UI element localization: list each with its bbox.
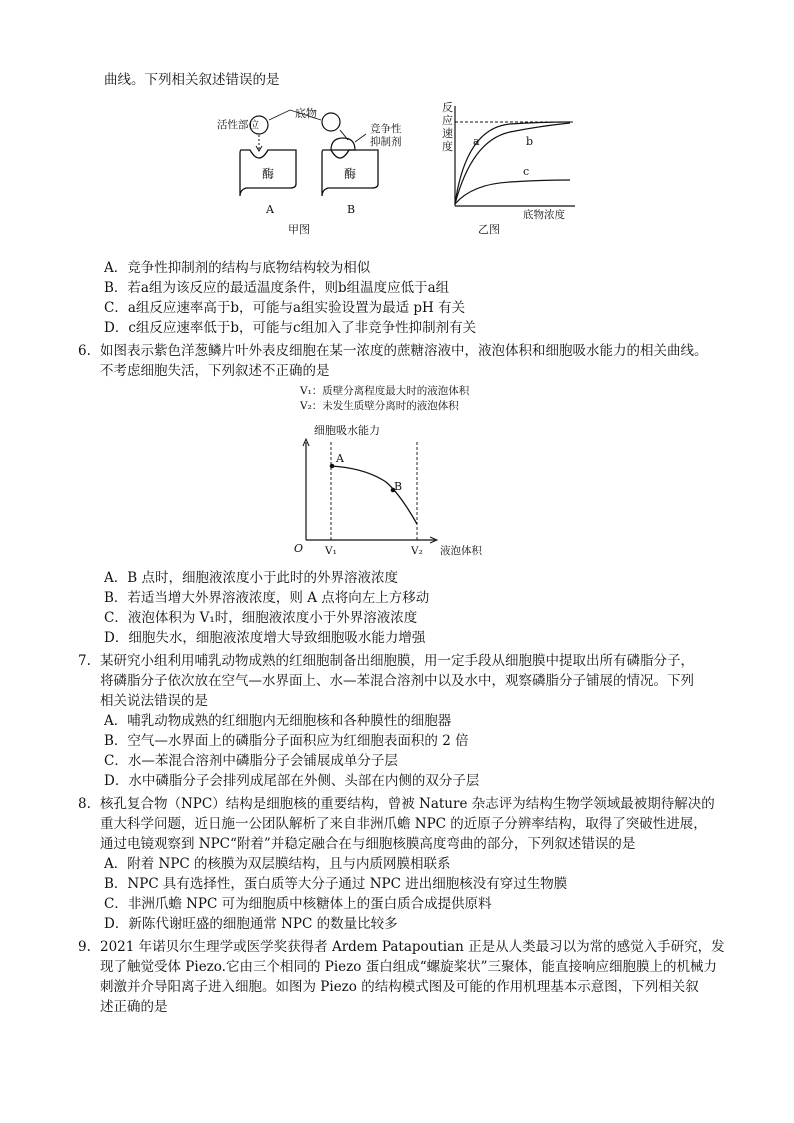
intro-line: 曲线。下列相关叙述错误的是 [104, 72, 280, 88]
q8-stem-2: 重大科学问题，近日施一公团队解析了来自非洲爪蟾 NPC 的近原子分辨率结构，取得了突破性进展， [100, 816, 707, 832]
figure-enzyme [210, 98, 610, 243]
inhibitor-label-2: 抑制剂 [370, 136, 402, 148]
curve-b-label: b [526, 135, 534, 148]
q9-stem-1: 2021 年诺贝尔生理学或医学奖获得者 Ardem Patapoutian 正是从人类最习以为常的感觉入手研究，发 [100, 939, 725, 955]
label-B: B [347, 203, 356, 216]
q8-option-d: D．新陈代谢旺盛的细胞通常 NPC 的数量比较多 [104, 916, 398, 932]
figure-vacuole [290, 382, 510, 562]
y-label-3: 速 [442, 127, 453, 140]
q5-option-d: D．c组反应速率低于b，可能与c组加入了非竞争性抑制剂有关 [104, 320, 477, 336]
q8-option-b: B．NPC 具有选择性，蛋白质等大分子通过 NPC 进出细胞核没有穿过生物膜 [104, 876, 568, 892]
inhibitor-label-1: 竞争性 [370, 123, 402, 135]
q6-stem-2: 不考虑细胞失活，下列叙述不正确的是 [100, 363, 330, 379]
point-a [330, 464, 335, 469]
q9-stem-2: 现了触觉受体 Piezo.它由三个相同的 Piezo 蛋白组成“螺旋桨状”三聚体，能直接响应细胞膜上的机械力 [100, 959, 717, 975]
absorption-curve [331, 466, 417, 524]
q6-stem-1: 如图表示紫色洋葱鳞片叶外表皮细胞在某一浓度的蔗糖溶液中，液泡体积和细胞吸水能力的相关曲线。 [100, 343, 708, 359]
q6-option-b: B．若适当增大外界溶液浓度，则 A 点将向左上方移动 [104, 590, 430, 606]
q9-stem-4: 述正确的是 [100, 999, 168, 1015]
q8-stem-1: 核孔复合物（NPC）结构是细胞核的重要结构，曾被 Nature 杂志评为结构生物学领域最被期待解决的 [100, 796, 715, 812]
curve-a-label: a [473, 135, 480, 148]
legend-v2: V₂：未发生质壁分离时的液泡体积 [300, 400, 459, 412]
q8-option-c: C．非洲爪蟾 NPC 可为细胞质中核糖体上的蛋白质合成提供原料 [104, 896, 492, 912]
enzyme-b-label: 酶 [344, 167, 357, 181]
q7-option-c: C．水—苯混合溶剂中磷脂分子会铺展成单分子层 [104, 753, 398, 769]
point-b-label: B [394, 480, 403, 493]
enzyme-a-label: 酶 [262, 167, 275, 181]
q7-option-b: B．空气—水界面上的磷脂分子面积应为红细胞表面积的 2 倍 [104, 733, 469, 749]
q7-number: 7. [78, 653, 91, 669]
curve-c [455, 180, 570, 204]
q9-stem-3: 刺激并介导阳离子进入细胞。如图为 Piezo 的结构模式图及可能的作用机理基本示意图，下列相关叙 [100, 979, 699, 995]
x-label: 底物浓度 [523, 209, 565, 221]
substrate-label: 底物 [295, 107, 317, 120]
q6-option-a: A．B 点时，细胞液浓度小于此时的外界溶液浓度 [104, 570, 398, 586]
q9-number: 9. [78, 939, 91, 955]
q5-option-c: C．a组反应速率高于b，可能与a组实验设置为最适 pH 有关 [104, 300, 466, 316]
caption-right: 乙图 [478, 223, 500, 236]
legend-v1: V₁：质壁分离程度最大时的液泡体积 [300, 385, 470, 397]
q5-option-a: A．竞争性抑制剂的结构与底物结构较为相似 [104, 260, 371, 276]
v2-label: V₂ [411, 545, 423, 557]
q7-stem-1: 某研究小组利用哺乳动物成熟的红细胞制备出细胞膜，用一定手段从细胞膜中提取出所有磷脂分子， [100, 653, 694, 669]
q8-option-a: A．附着 NPC 的核膜为双层膜结构，且与内质网膜相联系 [104, 856, 451, 872]
q6-option-d: D．细胞失水，细胞液浓度增大导致细胞吸水能力增强 [104, 630, 426, 646]
q7-stem-2: 将磷脂分子依次放在空气—水界面上、水—苯混合溶剂中以及水中，观察磷脂分子铺展的情况。下列 [100, 673, 694, 689]
inhibitor-leader [355, 134, 366, 142]
y-label-2: 应 [442, 114, 453, 127]
caption-left: 甲图 [288, 223, 310, 236]
x-axis-label: 液泡体积 [440, 545, 482, 557]
q6-option-c: C．液泡体积为 V₁时，细胞液浓度小于外界溶液浓度 [104, 610, 418, 626]
q7-option-d: D．水中磷脂分子会排列成尾部在外侧、头部在内侧的双分子层 [104, 773, 480, 789]
point-a-label: A [336, 452, 344, 465]
q8-stem-3: 通过电镜观察到 NPC“附着”并稳定融合在与细胞核膜高度弯曲的部分，下列叙述错误的是 [100, 836, 636, 852]
y-label-1: 反 [442, 101, 453, 114]
y-label-4: 度 [442, 140, 453, 153]
y-axis-label: 细胞吸水能力 [314, 424, 380, 437]
q8-number: 8. [78, 796, 91, 812]
substrate-circle-b [322, 113, 340, 131]
origin-label: O [294, 542, 304, 555]
inhibitor-shape [331, 138, 355, 150]
q5-option-b: B．若a组为该反应的最适温度条件，则b组温度应低于a组 [104, 280, 450, 296]
q6-number: 6. [78, 343, 91, 359]
label-A: A [266, 203, 274, 216]
curve-c-label: c [523, 165, 530, 178]
v1-label: V₁ [325, 545, 337, 557]
q7-stem-3: 相关说法错误的是 [100, 693, 208, 709]
active-site-label: 活性部位 [217, 119, 259, 131]
q7-option-a: A．哺乳动物成熟的红细胞内无细胞核和各种膜性的细胞器 [104, 713, 452, 729]
